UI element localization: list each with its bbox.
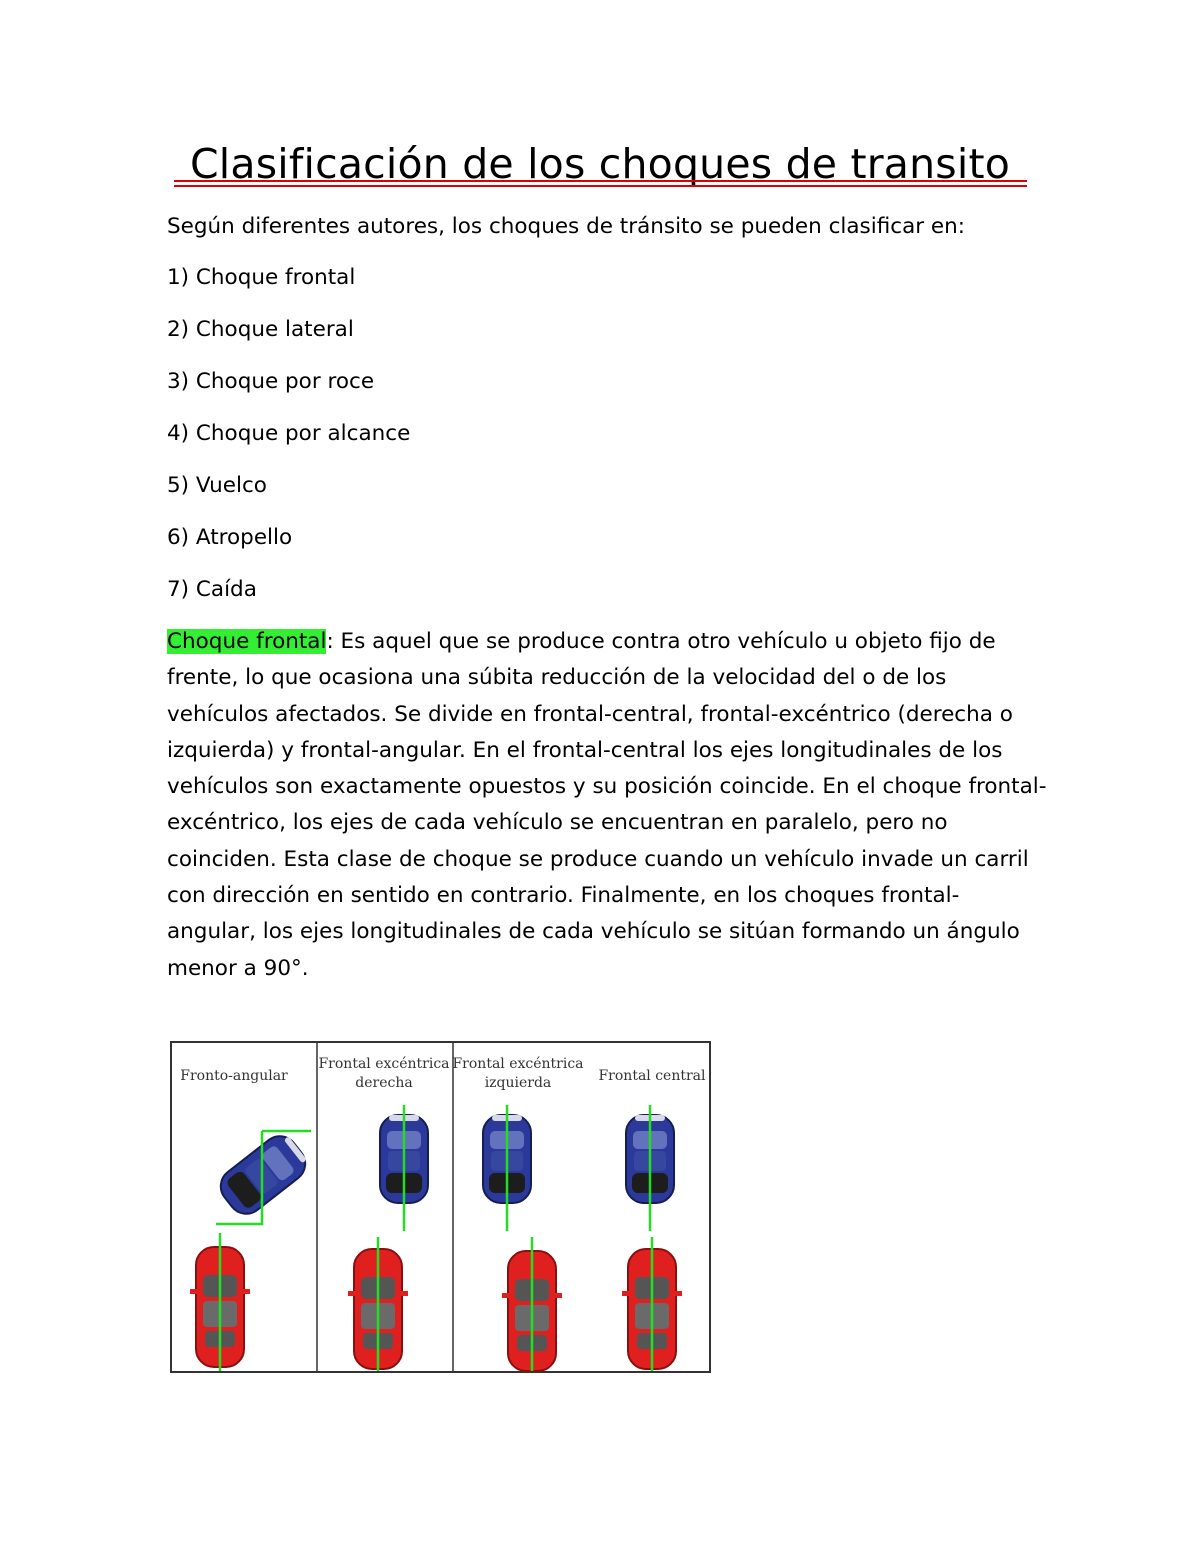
panel-label-excentrica-izquierda-2: izquierda [484,1075,552,1091]
classification-list [167,262,410,626]
panel-label-excentrica-derecha-2: derecha [355,1075,413,1091]
panel-label-excentrica-derecha: Frontal excéntrica [318,1056,450,1072]
highlighted-term: Choque frontal [167,629,327,654]
term-colon: : [326,629,334,654]
panel-label-excentrica-izquierda: Frontal excéntrica [452,1056,584,1072]
frontal-description-paragraph [167,624,1047,987]
title-underline-bottom [174,185,1027,187]
list-item: 3) Choque por roce [167,369,375,394]
page-title: Clasificación de los choques de transito [189,140,1011,188]
collision-figure-svg [170,1041,711,1373]
paragraph-body: Es aquel que se produce contra otro vehículo u objeto fijo de frente, lo que ocasiona una súbita reducción de la velocidad del o de los vehículos afectados. Se divide en frontal-central, frontal-excéntrico (derecha o izquierda) y frontal-angular. En el frontal-central los ejes longitudinales de los vehículos son exactamente opuestos y su posición coincide. En el choque frontal-excéntrico, los ejes de cada vehículo se encuentran en paralelo, pero no coinciden. Esta clase de choque se produce cuando un vehículo invade un carril con dirección en sentido en contrario. Finalmente, en los choques frontal-angular, los ejes longitudinales de cada vehículo se sitúan formando un ángulo menor a 90°. [167,629,1047,981]
list-item: 6) Atropello [167,525,293,550]
panel-label-fronto-angular: Fronto-angular [180,1068,288,1084]
list-item: 1) Choque frontal [167,265,356,290]
collision-types-figure [170,1041,711,1373]
panel-label-frontal-central: Frontal central [598,1068,706,1084]
title-underline-top [174,180,1027,182]
list-item: 4) Choque por alcance [167,421,411,446]
list-item: 5) Vuelco [167,473,267,498]
intro-text: Según diferentes autores, los choques de tránsito se pueden clasificar en: [167,214,966,239]
list-item: 7) Caída [167,577,257,602]
list-item: 2) Choque lateral [167,317,354,342]
